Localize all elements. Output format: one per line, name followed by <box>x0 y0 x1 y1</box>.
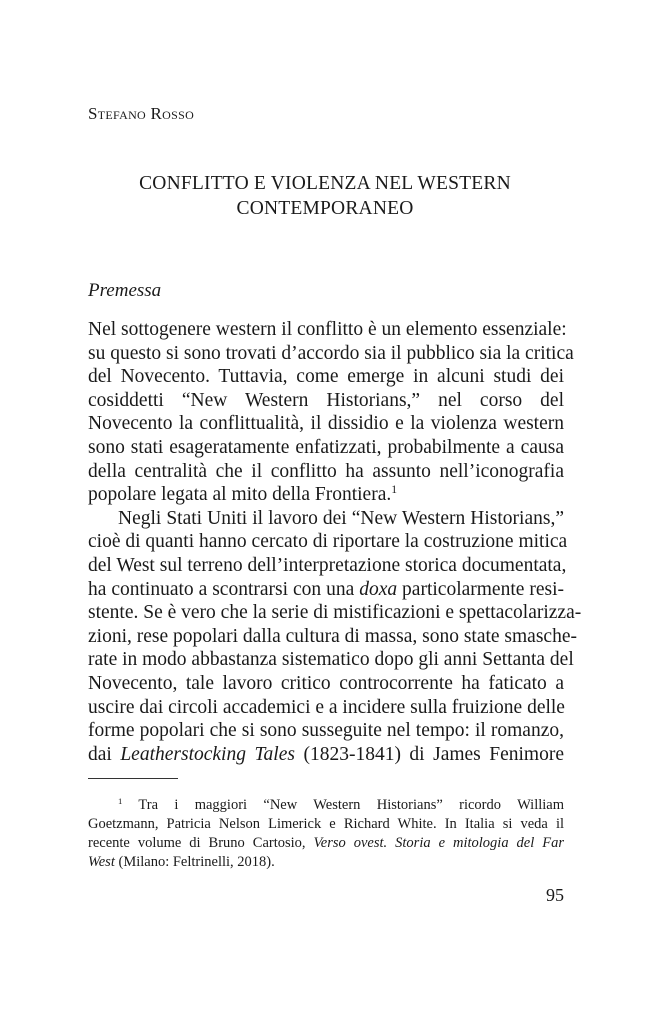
text-line: sono stati esageratamente enfatizzati, probabilmente a causa <box>88 436 564 458</box>
chapter-title <box>88 171 562 221</box>
text-fragment: (1823-1841) di James Fenimore <box>294 743 564 765</box>
text-fragment: Tra i maggiori “New Western Historians” ricordo William <box>122 797 564 813</box>
text-line: Novecento, tale lavoro critico controcorrente ha faticato a <box>88 672 564 694</box>
footnote-line <box>88 834 564 853</box>
chapter-title-line-1: CONFLITTO E VIOLENZA NEL WESTERN <box>139 173 511 194</box>
book-title: West <box>88 854 115 870</box>
text-fragment: popolare legata al mito della Frontiera. <box>88 484 392 506</box>
text-line: uscire dai circoli accademici e a incidere sulla fruizione delle <box>88 696 565 718</box>
footnote-reference[interactable]: 1 <box>391 483 398 497</box>
text-line: rate in modo abbastanza sistematico dopo gli anni Settanta del <box>88 649 574 671</box>
text-line: cosiddetti “New Western Historians,” nel corso del <box>88 389 564 411</box>
footnote-divider <box>88 778 178 779</box>
text-fragment: dai <box>88 743 121 765</box>
emphasis: doxa <box>359 578 398 600</box>
footnote-line <box>88 796 564 815</box>
text-line: Nel sottogenere western il conflitto è un elemento essenziale: <box>88 319 567 340</box>
text-line <box>88 483 564 507</box>
body-text <box>88 318 582 766</box>
text-line: della centralità che il conflitto ha assunto nell’iconografia <box>88 460 564 482</box>
book-title: Verso ovest. Storia e mitologia del Far <box>313 835 565 851</box>
section-heading: Premessa <box>88 280 162 301</box>
text-line: su questo si sono trovati d’accordo sia il pubblico sia la critica <box>88 342 574 364</box>
text-line: stente. Se è vero che la serie di mistificazioni e spettacolarizza- <box>88 602 582 624</box>
text-line <box>88 578 564 602</box>
text-line <box>88 743 564 767</box>
page-number: 95 <box>546 885 564 905</box>
author-name: Stefano Rosso <box>88 104 195 123</box>
text-fragment: ha continuato a scontrarsi con una <box>88 578 360 600</box>
text-fragment: (Milano: Feltrinelli, 2018). <box>114 854 275 870</box>
footnote-line: Goetzmann, Patricia Nelson Limerick e Richard White. In Italia si veda il <box>88 816 564 832</box>
text-line: zioni, rese popolari dalla cultura di massa, sono state smasche- <box>88 625 577 647</box>
text-fragment: particolarmente resi- <box>397 578 565 600</box>
text-line: forme popolari che si sono susseguite nel tempo: il romanzo, <box>88 720 564 742</box>
text-fragment: recente volume di Bruno Cartosio, <box>88 835 314 851</box>
book-title: Leatherstocking Tales <box>120 743 295 765</box>
footnotes <box>88 796 564 872</box>
text-line: del Novecento. Tuttavia, come emerge in alcuni studi dei <box>88 366 564 388</box>
text-line: Negli Stati Uniti il lavoro dei “New Western Historians,” <box>118 507 564 529</box>
footnote-number: 1 <box>118 795 123 806</box>
footnote-line <box>88 853 564 872</box>
chapter-title-line-2: CONTEMPORANEO <box>236 198 414 219</box>
text-line: del West sul terreno dell’interpretazione storica documentata, <box>88 554 567 576</box>
text-line: cioè di quanti hanno cercato di riportare la costruzione mitica <box>88 531 568 553</box>
text-line: Novecento la conflittualità, il dissidio e la violenza western <box>88 413 564 435</box>
